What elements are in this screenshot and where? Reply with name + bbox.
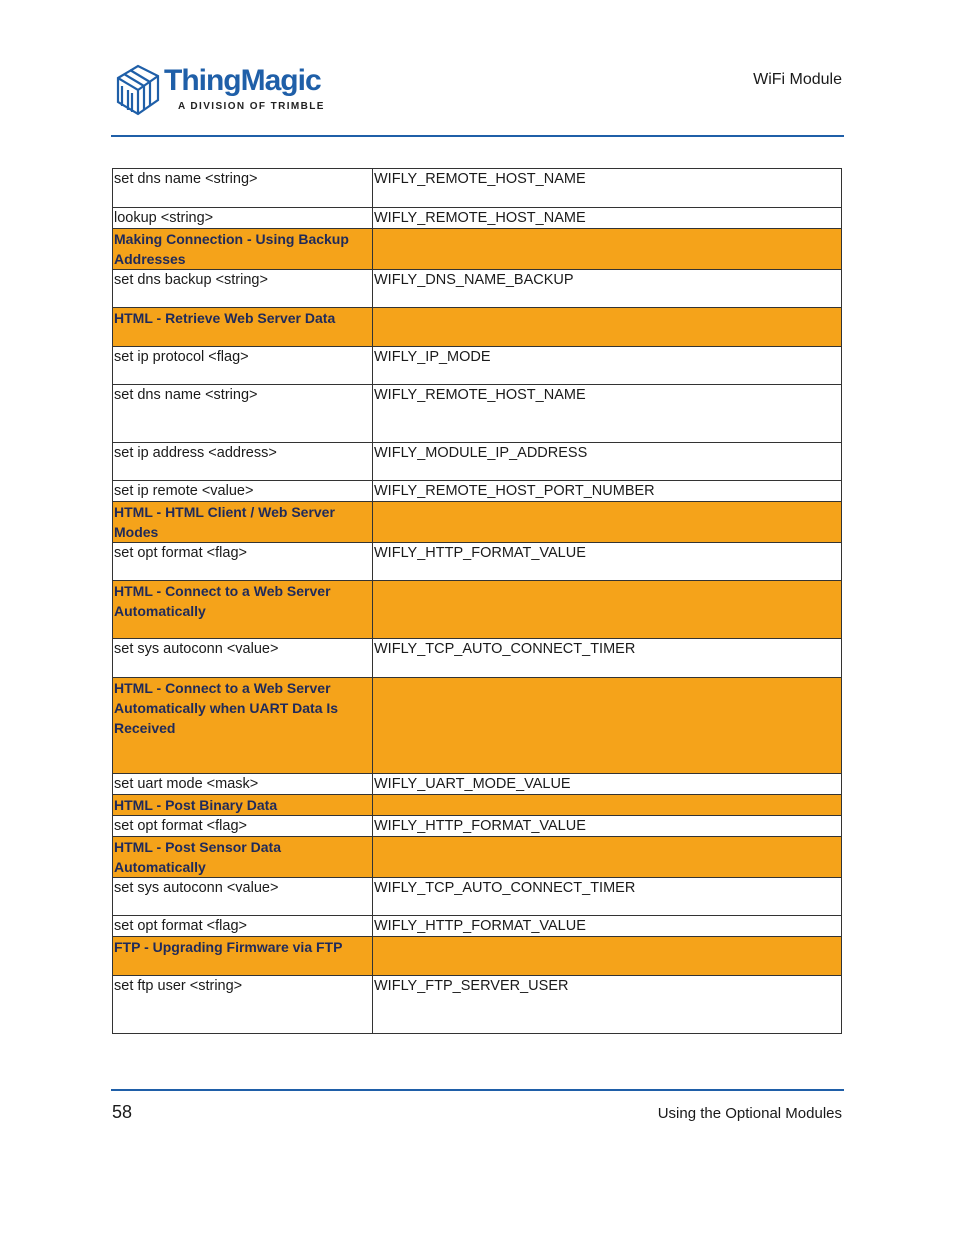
command-cell: set opt format <flag> <box>113 816 373 837</box>
table-row <box>113 976 842 1034</box>
thingmagic-logo <box>112 60 332 122</box>
section-row <box>113 308 842 347</box>
table-row <box>113 443 842 481</box>
header-section-title: WiFi Module <box>753 71 842 88</box>
logo-tagline: A DIVISION OF TRIMBLE <box>178 101 325 112</box>
command-cell: set sys autoconn <value> <box>113 878 373 916</box>
constant-cell: WIFLY_HTTP_FORMAT_VALUE <box>373 916 842 937</box>
table-row <box>113 543 842 581</box>
section-heading: HTML - Retrieve Web Server Data <box>113 308 373 347</box>
section-heading: HTML - Post Binary Data <box>113 795 373 816</box>
command-cell: set opt format <flag> <box>113 916 373 937</box>
table-row <box>113 774 842 795</box>
section-empty-cell <box>373 837 842 878</box>
command-cell: set opt format <flag> <box>113 543 373 581</box>
section-row <box>113 937 842 976</box>
constant-cell: WIFLY_TCP_AUTO_CONNECT_TIMER <box>373 878 842 916</box>
command-cell: set dns name <string> <box>113 169 373 208</box>
table-row <box>113 639 842 678</box>
command-cell: set uart mode <mask> <box>113 774 373 795</box>
command-cell: set dns backup <string> <box>113 270 373 308</box>
command-cell: set ip address <address> <box>113 443 373 481</box>
constant-cell: WIFLY_REMOTE_HOST_NAME <box>373 208 842 229</box>
section-empty-cell <box>373 502 842 543</box>
section-empty-cell <box>373 229 842 270</box>
section-heading: HTML - Connect to a Web Server Automatically when UART Data Is Received <box>113 678 373 774</box>
constant-cell: WIFLY_HTTP_FORMAT_VALUE <box>373 816 842 837</box>
section-heading: HTML - HTML Client / Web Server Modes <box>113 502 373 543</box>
constant-cell: WIFLY_UART_MODE_VALUE <box>373 774 842 795</box>
constant-cell: WIFLY_TCP_AUTO_CONNECT_TIMER <box>373 639 842 678</box>
command-cell: set ftp user <string> <box>113 976 373 1034</box>
section-heading: HTML - Post Sensor Data Automatically <box>113 837 373 878</box>
constant-cell: WIFLY_MODULE_IP_ADDRESS <box>373 443 842 481</box>
footer-rule <box>111 1089 844 1091</box>
constant-cell: WIFLY_FTP_SERVER_USER <box>373 976 842 1034</box>
thingmagic-cube-icon <box>112 60 164 122</box>
table-row <box>113 481 842 502</box>
page-number: 58 <box>112 1102 133 1122</box>
table-row <box>113 816 842 837</box>
constant-cell: WIFLY_IP_MODE <box>373 347 842 385</box>
section-empty-cell <box>373 795 842 816</box>
logo-wordmark: ThingMagic <box>164 64 321 97</box>
constant-cell: WIFLY_REMOTE_HOST_PORT_NUMBER <box>373 481 842 502</box>
section-row <box>113 837 842 878</box>
table-row <box>113 385 842 443</box>
command-cell: set sys autoconn <value> <box>113 639 373 678</box>
table-row <box>113 878 842 916</box>
table-row <box>113 208 842 229</box>
command-cell: set ip remote <value> <box>113 481 373 502</box>
header-rule <box>111 135 844 137</box>
section-empty-cell <box>373 308 842 347</box>
table-row <box>113 347 842 385</box>
section-row <box>113 581 842 639</box>
footer-section-title: Using the Optional Modules <box>657 1105 842 1122</box>
section-empty-cell <box>373 678 842 774</box>
section-heading: FTP - Upgrading Firmware via FTP <box>113 937 373 976</box>
section-row <box>113 678 842 774</box>
constant-cell: WIFLY_REMOTE_HOST_NAME <box>373 169 842 208</box>
table-row <box>113 270 842 308</box>
section-heading: HTML - Connect to a Web Server Automatically <box>113 581 373 639</box>
constant-cell: WIFLY_REMOTE_HOST_NAME <box>373 385 842 443</box>
section-row <box>113 795 842 816</box>
section-empty-cell <box>373 581 842 639</box>
table-row <box>113 916 842 937</box>
command-cell: set ip protocol <flag> <box>113 347 373 385</box>
section-heading: Making Connection - Using Backup Addresses <box>113 229 373 270</box>
section-row <box>113 229 842 270</box>
command-cell: set dns name <string> <box>113 385 373 443</box>
table-row <box>113 169 842 208</box>
section-empty-cell <box>373 937 842 976</box>
constant-cell: WIFLY_DNS_NAME_BACKUP <box>373 270 842 308</box>
command-cell: lookup <string> <box>113 208 373 229</box>
section-row <box>113 502 842 543</box>
command-table <box>112 168 842 1034</box>
constant-cell: WIFLY_HTTP_FORMAT_VALUE <box>373 543 842 581</box>
